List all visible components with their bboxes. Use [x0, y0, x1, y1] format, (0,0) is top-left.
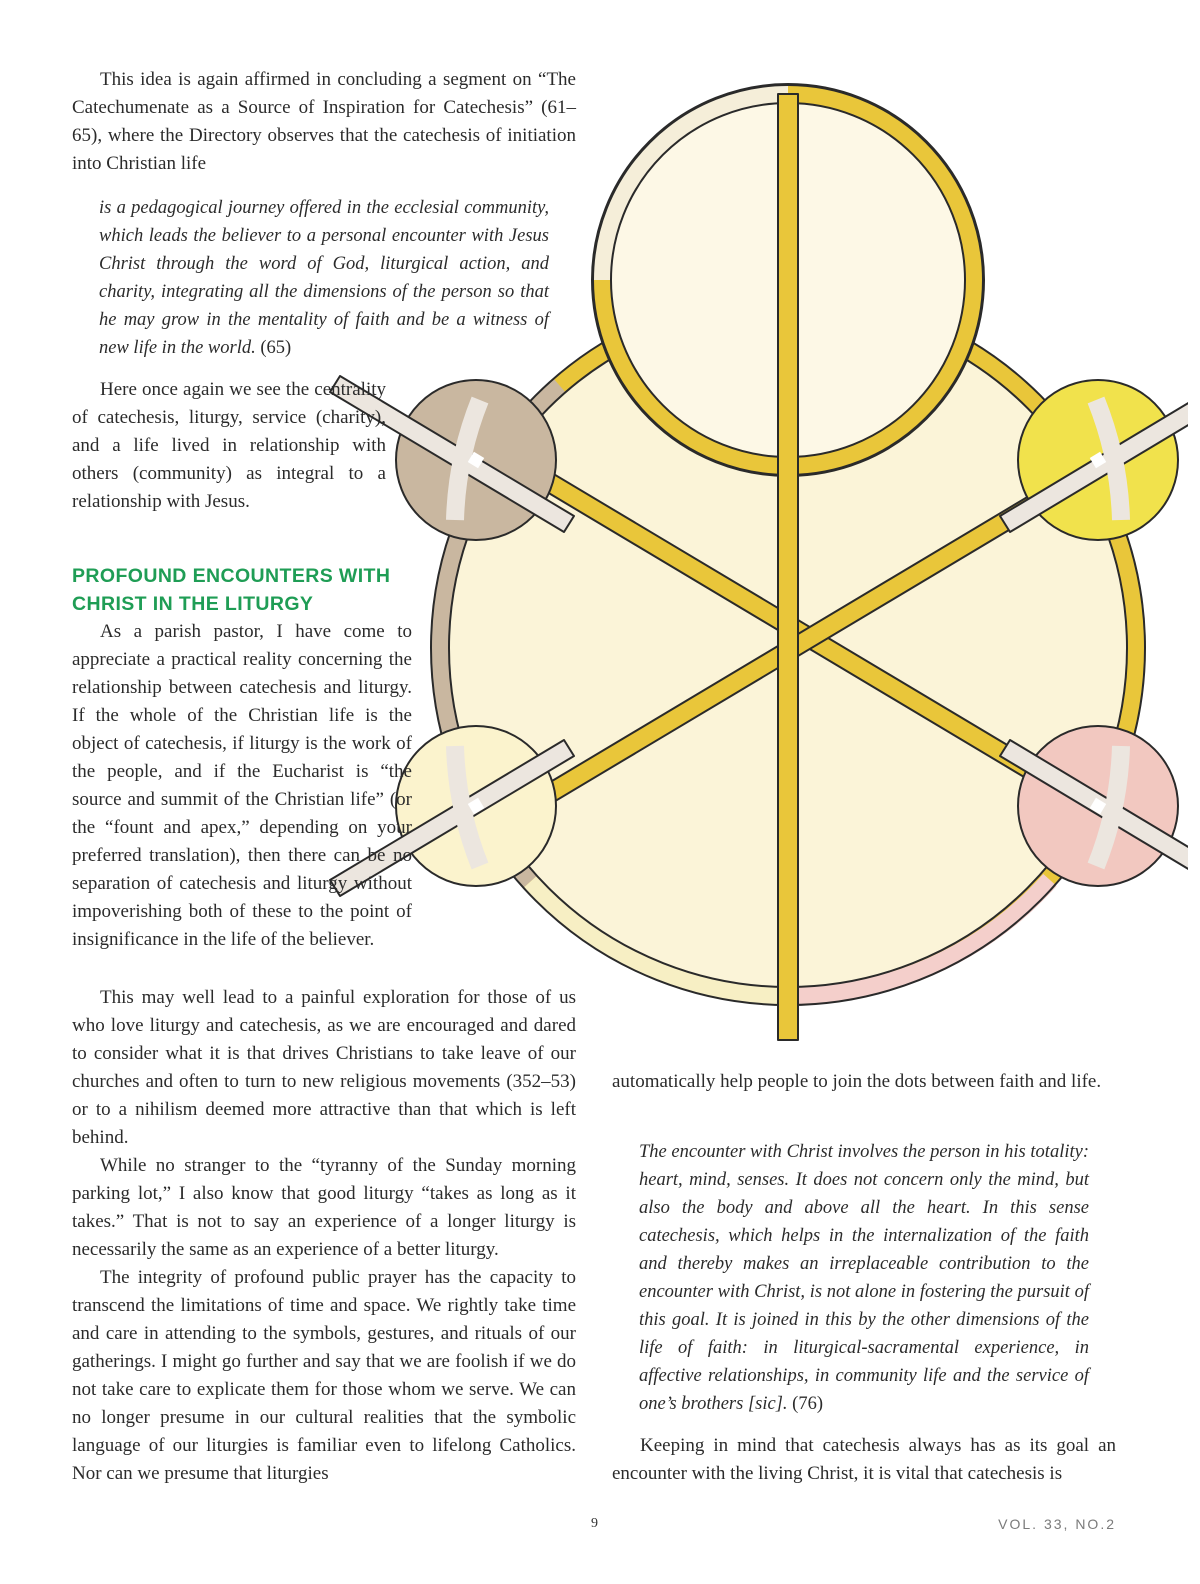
col2-quote-text: The encounter with Christ involves the person in his totality: heart, mind, senses. It does not concern only the mind, but also the body and above all the heart. In this sense catechesis, which helps in the internalization of the faith and thereby makes an irreplaceable contribution to the encounter with Christ, is not alone in fostering the pursuit of this goal. It is joined in this by the other dimensions of the life of faith: in liturgical-sacramental experience, in affective relationships, in community life and the service of one’s brothers [sic]. [639, 1142, 1089, 1414]
vertical-gold-bar [778, 94, 798, 1040]
section-heading: PROFOUND ENCOUNTERS WITH CHRIST IN THE LITURGY [72, 565, 391, 615]
col2-blockquote [639, 1138, 1089, 1418]
col2-quote-cite: (76) [792, 1394, 823, 1414]
col1-quote-cite: (65) [260, 338, 292, 358]
col1-intro [72, 66, 576, 178]
col1-paragraph-5: While no stranger to the “tyranny of the Sunday morning parking lot,” I also know that good liturgy “takes as long as it takes.” That is not to say an experience of a longer liturgy is necessarily the same as an experience of a better liturgy. [72, 1155, 576, 1260]
col2-paragraph-2: Keeping in mind that catechesis always has as its goal an encounter with the living Christ, it is vital that catechesis is [612, 1435, 1116, 1484]
col1-body-3 [72, 618, 412, 954]
issue-label: VOL. 33, NO.2 [998, 1516, 1116, 1532]
col2-body-2 [612, 1432, 1116, 1488]
col1-paragraph-1: This idea is again affirmed in concluding a segment on “The Catechumenate as a Source of Inspiration for Catechesis” (61–65), where the Directory observes that the catechesis of initiation into Christian life [72, 69, 576, 174]
col1-paragraph-2: Here once again we see the centrality of catechesis, liturgy, service (charity), and a life lived in relationship with others (community) as integral to a relationship with Jesus. [72, 379, 386, 512]
col1-blockquote [99, 194, 549, 362]
page-number: 9 [591, 1516, 598, 1531]
col1-paragraph-6: The integrity of profound public prayer has the capacity to transcend the limitations of time and space. We rightly take time and care in attending to the symbols, gestures, and rituals of our gatherings. I might go further and say that we are foolish if we do not take care to explicate them for those whom we serve. We can no longer presume in our cultural realities that the symbolic language of our liturgies is familiar even to lifelong Catholics. Nor can we presume that liturgies [72, 1267, 576, 1484]
col1-body-4 [72, 984, 576, 1488]
col2-intro [612, 1068, 1116, 1096]
col2-paragraph-1: automatically help people to join the dots between faith and life. [612, 1071, 1102, 1092]
col1-paragraph-4: This may well lead to a painful exploration for those of us who love liturgy and catechesis, as we are encouraged and dared to consider what it is that drives Christians to take leave of our churches and often to turn to new religious movements (352–53) or to a nihilism deemed more attractive than that which is left behind. [72, 987, 576, 1148]
col1-quote-text: is a pedagogical journey offered in the ecclesial community, which leads the believer to a personal encounter with Jesus Christ through the word of God, liturgical action, and charity, integrating all the dimensions of the person so that he may grow in the mentality of faith and be a witness of new life in the world. [99, 198, 549, 358]
col1-paragraph-3: As a parish pastor, I have come to appreciate a practical reality concerning the relationship between catechesis and liturgy. If the whole of the Christian life is the object of catechesis, if liturgy is the work of the people, and if the Eucharist is “the source and summit of the Christian life” (or the “fount and apex,” depending on your preferred translation), then there can be no separation of catechesis and liturgy without impoverishing both of these to the point of insignificance in the life of the believer. [72, 621, 412, 950]
col1-body-2 [72, 376, 386, 516]
